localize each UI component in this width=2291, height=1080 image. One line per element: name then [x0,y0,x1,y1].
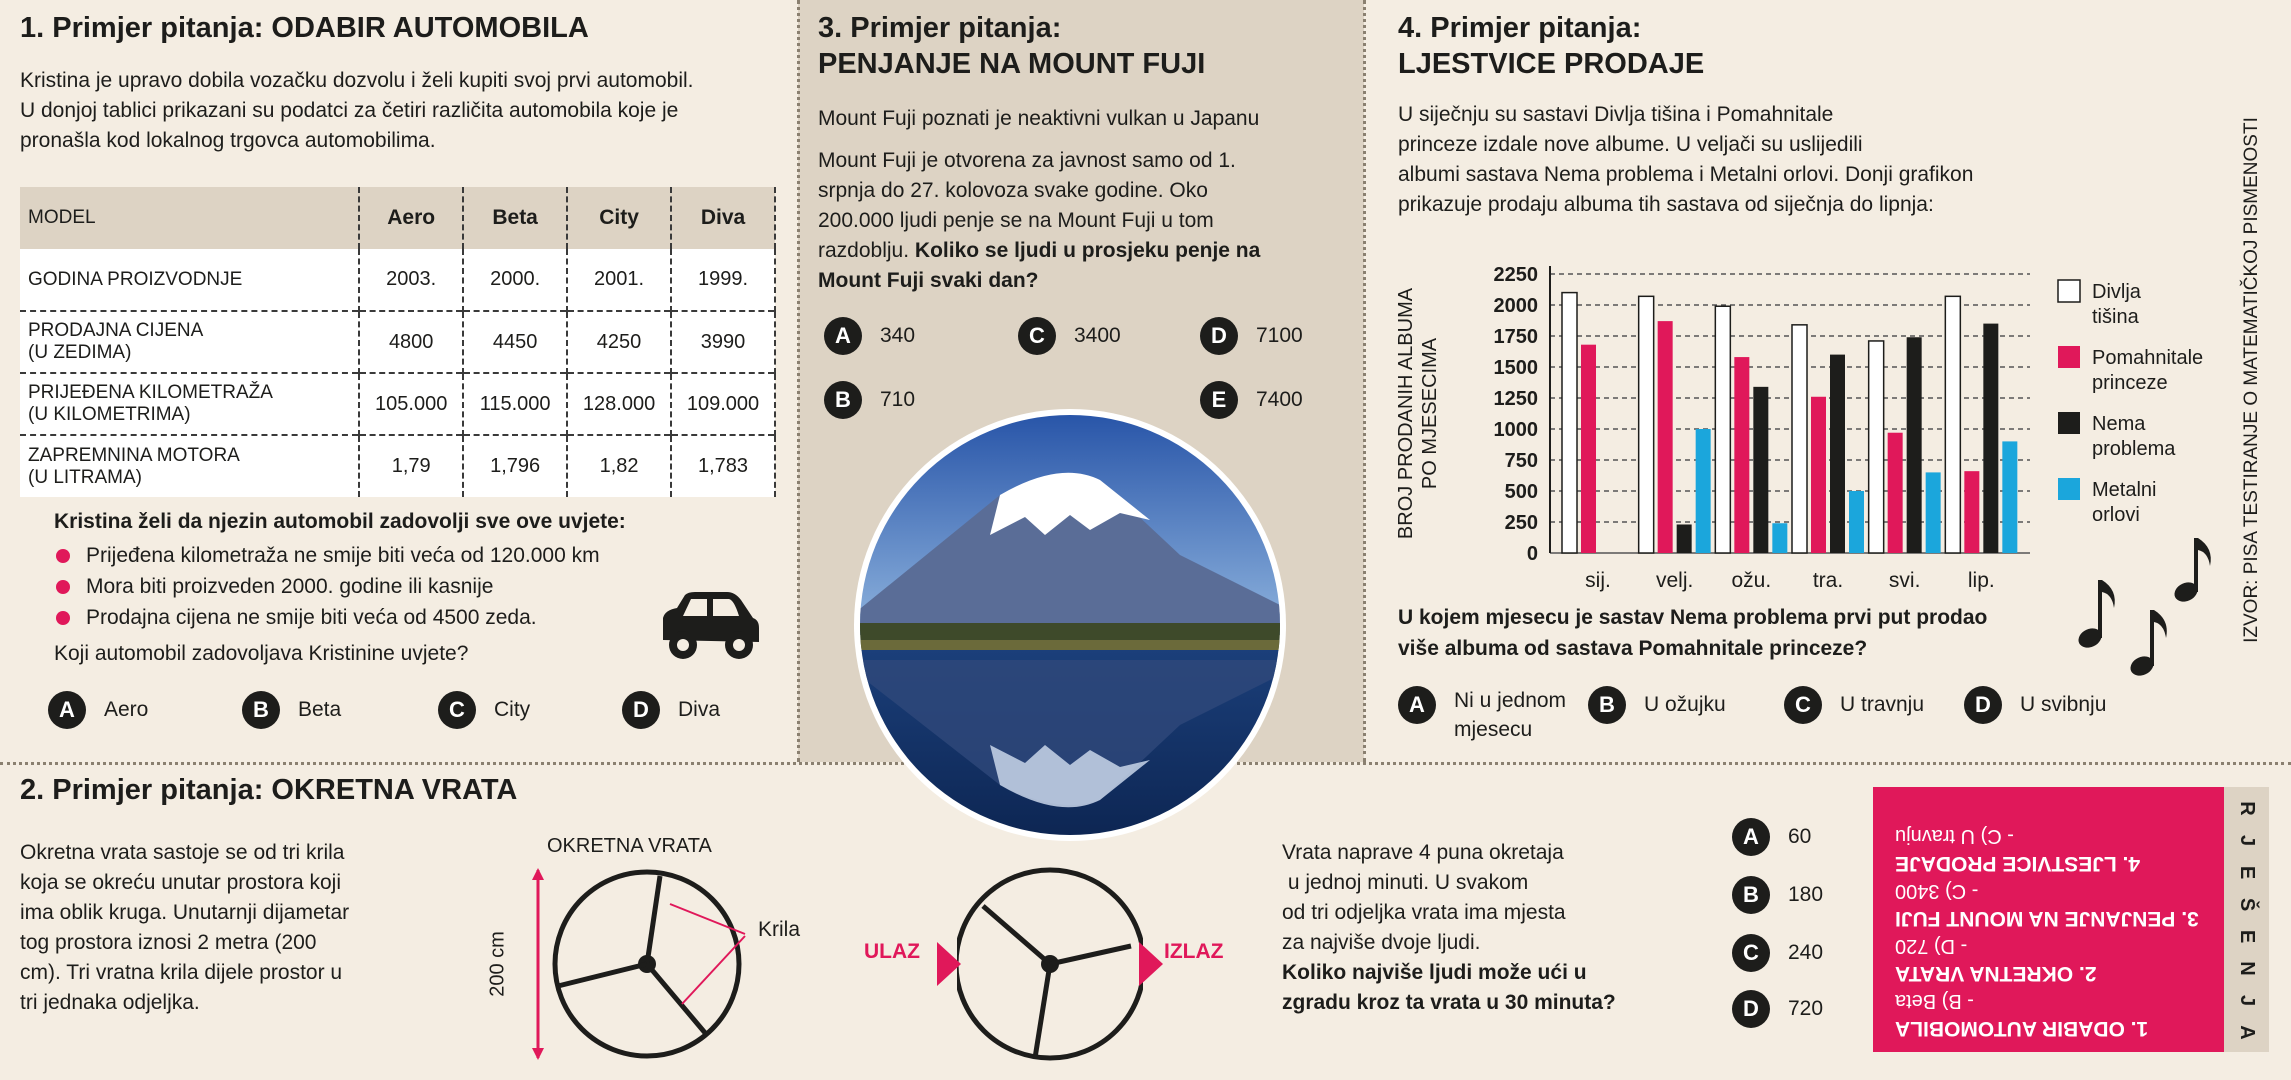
q2-intro-line: ima oblik kruga. Unutarnji dijametar [20,901,350,924]
answers-heading-letter: N [2236,961,2258,976]
answer-line: - B) Beta [1895,990,1974,1012]
q3-option-e[interactable]: E 7400 [1200,381,1303,419]
q3-text-line: srpnja do 27. kolovoza svake godine. Oko [818,179,1208,202]
legend-label: tišina [2092,306,2139,328]
y-axis-label: BROJ PRODANIH ALBUMA PO MJESECIMA [1395,287,1441,540]
answer-line: - C) 3400 [1895,880,1979,902]
q1-intro-line: U donjoj tablici prikazani su podatci za četiri različita automobila koje je [20,99,679,122]
table-row [20,435,775,497]
answers-heading-letter: J [2236,994,2258,1007]
table-header: Diva [671,187,775,249]
bar [1658,321,1673,553]
q1-intro-line: pronašla kod lokalnog trgovca automobilima. [20,129,436,152]
table-header: Beta [463,187,567,249]
q2-option-b[interactable]: B 180 [1732,876,1823,914]
table-header: MODEL [20,187,359,249]
q4-title: 4. Primjer pitanja: [1398,12,1642,44]
q2-intro-line: Okretna vrata sastoje se od tri krila [20,841,345,864]
bar [1715,306,1730,553]
question-1-panel [20,10,790,755]
answer-line: - C) U travnju [1895,825,2014,847]
q3-question: Mount Fuji svaki dan? [818,269,1039,292]
q2-option-c[interactable]: C 240 [1732,934,1823,972]
table-row [20,249,775,311]
q4-intro-line: U siječnju su sastavi Divlja tišina i Pomahnitale [1398,103,1834,126]
source-note: IZVOR: PISA TESTIRANJE O MATEMATIČKOJ PISMENOSTI [2241,117,2262,643]
q4-question: U kojem mjesecu je sastav Nema problema prvi put prodao više albuma od sastava Pomahnitale princeze? [1398,606,1988,660]
table-row-label: ZAPREMNINA MOTORA (U LITRAMA) [20,435,359,497]
answers-heading [2224,787,2269,1052]
legend-label: Divlja [2092,281,2141,303]
answer-line: 3. PENJANJE NA MOUNT FUJI [1895,907,2199,930]
music-notes-icon [2078,520,2228,690]
table-cell: 1,783 [671,435,775,497]
y-tick-label: 1500 [1493,357,1538,379]
table-cell: 4450 [463,311,567,373]
legend-label: Nema [2092,413,2146,435]
bar [1945,296,1960,553]
q1-question: Koji automobil zadovoljava Kristinine uvjete? [54,642,469,665]
answers-heading-letter: J [2236,834,2258,847]
legend-label: princeze [2092,372,2168,394]
q2-question: Koliko najviše ljudi može ući u [1282,961,1587,984]
q3-option-d[interactable]: D 7100 [1200,317,1303,355]
table-cell: 115.000 [463,373,567,435]
y-tick-label: 250 [1504,512,1538,534]
q2-text-line: u jednoj minuti. U svakom [1282,871,1529,894]
bar [1753,387,1768,553]
q4-intro-line: princeze izdale nove albume. U veljači su uslijedili [1398,133,1863,156]
legend-swatch [2058,412,2080,434]
conditions-title: Kristina želi da njezin automobil zadovolji sve ove uvjete: [54,510,626,533]
q4-option-d[interactable]: D U svibnju [1964,686,2106,724]
answers-heading-letter: E [2236,865,2258,880]
bar [1677,524,1692,553]
answer-line: 1. ODABIR AUTOMOBILA [1895,1017,2149,1040]
answers-upside-down [1873,787,2224,1052]
q2-option-a[interactable]: A 60 [1732,818,1811,856]
bar [1562,293,1577,553]
bar [1811,397,1826,553]
bar [1772,523,1787,553]
table-cell: 3990 [671,311,775,373]
q2-option-d[interactable]: D 720 [1732,990,1823,1028]
condition-item: Prodajna cijena ne smije biti veća od 4500 zeda. [56,606,537,630]
q3-lead: Mount Fuji poznati je neaktivni vulkan u Japanu [818,107,1260,130]
entry-label: ULAZ [864,940,920,963]
q3-text-line: Mount Fuji je otvorena za javnost samo od 1. [818,149,1236,172]
table-cell: 4800 [359,311,463,373]
q3-text-line: razdoblju. Koliko se ljudi u prosjeku penje na [818,239,1261,262]
table-header: Aero [359,187,463,249]
y-tick-label: 1000 [1493,419,1538,441]
bar [1792,325,1807,553]
bar [1734,357,1749,553]
y-tick-label: 500 [1504,481,1538,503]
x-tick-label: sij. [1585,569,1611,592]
q3-option-a[interactable]: A 340 [824,317,915,355]
bar [1888,433,1903,553]
bullet-dot [56,580,70,594]
q1-option-d[interactable]: D Diva [622,691,720,729]
legend-swatch [2058,280,2080,302]
divider [797,0,800,762]
bullet-dot [56,549,70,563]
x-tick-label: ožu. [1731,569,1772,592]
bar [1964,471,1979,553]
bar [1983,324,1998,553]
wings-label: Krila [758,918,801,941]
q4-intro-line: prikazuje prodaju albuma tih sastava od siječnja do lipnja: [1398,193,1934,216]
bar [1830,355,1845,553]
dimension-label: 200 cm [486,931,509,997]
table-row-label: PRODAJNA CIJENA (U ZEDIMA) [20,311,359,373]
answers-heading-letter: E [2236,929,2258,944]
table-row [20,373,775,435]
q2-text-line: Vrata naprave 4 puna okretaja [1282,841,1564,864]
q3-title: 3. Primjer pitanja: [818,12,1062,44]
bar [1907,337,1922,553]
bar [1696,429,1711,553]
q1-option-a[interactable]: A Aero [48,691,148,729]
legend-label: Metalni [2092,479,2157,501]
legend-swatch [2058,478,2080,500]
x-tick-label: tra. [1812,569,1844,592]
q1-intro-line: Kristina je upravo dobila vozačku dozvolu i želi kupiti svoj prvi automobil. [20,69,694,92]
table-cell: 2001. [567,249,671,311]
cars-table [20,187,776,497]
q3-option-c[interactable]: C 3400 [1018,317,1121,355]
q2-intro-line: cm). Tri vratna krila dijele prostor u [20,961,343,984]
door-diagram-title: OKRETNA VRATA [547,835,712,857]
answers-heading-letter: A [2236,1025,2258,1040]
answer-line: - D) 720 [1895,935,1968,957]
q1-option-c[interactable]: C City [438,691,530,729]
table-cell: 1,79 [359,435,463,497]
q4-intro-line: albumi sastava Nema problema i Metalni orlovi. Donji grafikon [1398,163,1974,186]
q2-question: zgradu kroz ta vrata u 30 minuta? [1282,991,1616,1014]
table-row-label: PRIJEĐENA KILOMETRAŽA (U KILOMETRIMA) [20,373,359,435]
y-tick-label: 1250 [1493,388,1538,410]
q4-option-c[interactable]: C U travnju [1784,686,1924,724]
q2-text-line: od tri odjeljka vrata ima mjesta [1282,901,1566,924]
q2-title: 2. Primjer pitanja: OKRETNA VRATA [20,774,518,806]
table-cell: 1999. [671,249,775,311]
car-icon [655,590,765,665]
legend-swatch [2058,346,2080,368]
table-cell: 2003. [359,249,463,311]
question-3-panel [818,10,1358,755]
q4-title: LJESTVICE PRODAJE [1398,48,1705,80]
answers-box [1873,787,2224,1052]
bar [1639,296,1654,553]
revolving-door-diagram [510,864,770,1064]
table-cell: 1,82 [567,435,671,497]
q3-title: PENJANJE NA MOUNT FUJI [818,48,1206,80]
legend-label: orlovi [2092,504,2140,526]
table-cell: 128.000 [567,373,671,435]
x-tick-label: velj. [1655,569,1694,592]
bar [1849,491,1864,553]
bar [2002,441,2017,553]
bar [1581,345,1596,553]
answers-heading-letter: R [2236,801,2258,816]
condition-item: Prijeđena kilometraža ne smije biti veća od 120.000 km [56,544,600,568]
answer-line: 4. LJESTVICE PRODAJE [1895,852,2141,875]
answer-line: 2. OKRETNA VRATA [1895,962,2097,985]
table-cell: 1,796 [463,435,567,497]
q2-text-line: za najviše dvoje ljudi. [1282,931,1481,954]
legend-label: problema [2092,438,2176,460]
q2-intro-line: tri jednaka odjeljka. [20,991,200,1014]
table-cell: 2000. [463,249,567,311]
bar [1869,341,1884,553]
revolving-door-flow-diagram [935,862,1165,1066]
table-header: City [567,187,671,249]
bar [1926,472,1941,553]
x-tick-label: lip. [1967,569,1995,592]
y-tick-label: 750 [1504,450,1538,472]
table-cell: 109.000 [671,373,775,435]
legend-label: Pomahnitale [2092,347,2204,369]
q3-option-b[interactable]: B 710 [824,381,915,419]
q1-title: 1. Primjer pitanja: ODABIR AUTOMOBILA [20,12,589,44]
table-cell: 4250 [567,311,671,373]
divider [1363,0,1366,762]
q3-text-line: 200.000 ljudi penje se na Mount Fuji u tom [818,209,1214,232]
q2-intro-line: koja se okreću unutar prostora koji [20,871,341,894]
y-tick-label: 2250 [1493,264,1538,286]
answers-heading-letter: Š [2236,897,2258,912]
table-row [20,311,775,373]
q2-intro-line: tog prostora iznosi 2 metra (200 [20,931,317,954]
question-4-panel [1395,10,2228,755]
y-tick-label: 0 [1526,543,1538,565]
question-2-panel [20,772,1860,1072]
table-header-row [20,187,775,249]
q1-option-b[interactable]: B Beta [242,691,341,729]
table-cell: 105.000 [359,373,463,435]
y-tick-label: 2000 [1493,295,1538,317]
y-tick-label: 1750 [1493,326,1538,348]
bullet-dot [56,611,70,625]
q4-option-b[interactable]: B U ožujku [1588,686,1726,724]
condition-item: Mora biti proizveden 2000. godine ili kasnije [56,575,493,599]
exit-label: IZLAZ [1164,940,1224,963]
q4-option-a[interactable]: A Ni u jednom mjesecu [1398,686,1566,744]
table-row-label: GODINA PROIZVODNJE [20,249,359,311]
x-tick-label: svi. [1888,569,1921,592]
